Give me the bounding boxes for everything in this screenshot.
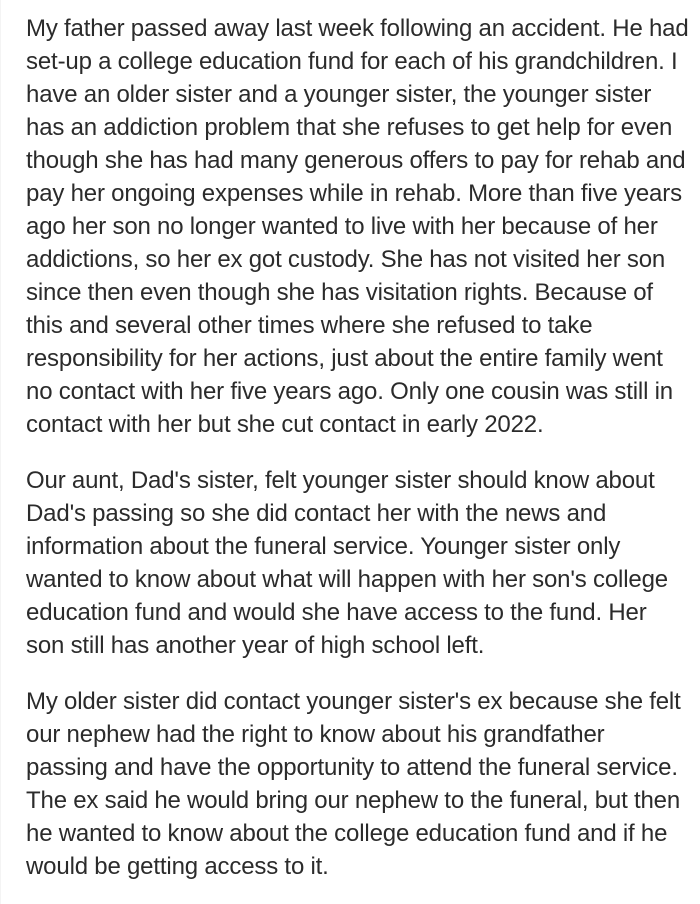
post-paragraph-3: My older sister did contact younger sister's ex because she felt our nephew had the right to know about his grandfather passing and have the opportunity to attend the funeral service. The ex said he would bring our nephew to the funeral, but then he wanted to know about the college education fund and if he would be getting access to it. — [26, 688, 681, 880]
post-paragraph-1: My father passed away last week following an accident. He had set-up a college education fund for each of his grandchildren. I have an older sister and a younger sister, the younger sister has an addiction problem that she refuses to get help for even though she has had many generous offers to pay for rehab and pay her ongoing expenses while in rehab. More than five years ago her son no longer wanted to live with her because of her addictions, so her ex got custody. She has not visited her son since then even though she has visitation rights. Because of this and several other times where she refused to take responsibility for her actions, just about the entire family went no contact with her five years ago. Only one cousin was still in contact with her but she cut contact in early 2022. — [26, 15, 689, 438]
post-paragraph-2: Our aunt, Dad's sister, felt younger sister should know about Dad's passing so she did contact her with the news and information about the funeral service. Younger sister only wanted to know about what will happen with her son's college education fund and would she have access to the fund. Her son still has another year of high school left. — [26, 467, 668, 659]
